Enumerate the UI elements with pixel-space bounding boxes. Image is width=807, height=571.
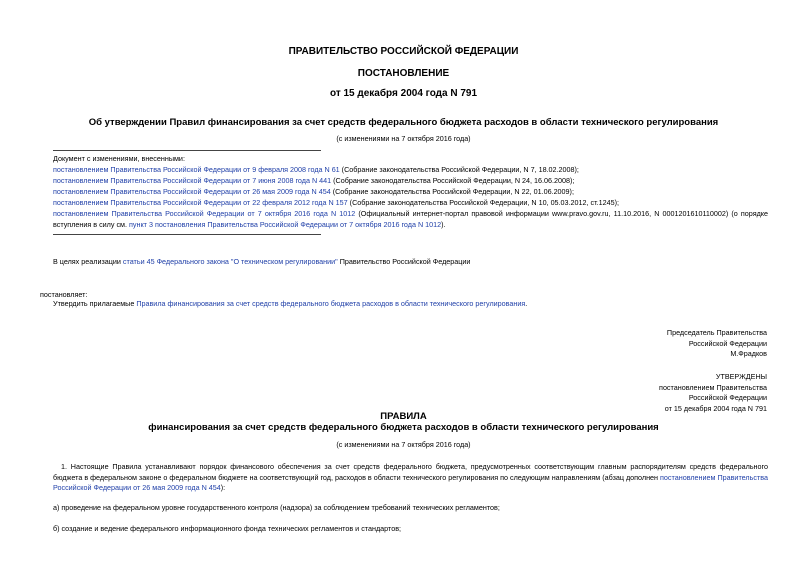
approved-label: УТВЕРЖДЕНЫ [715,372,767,381]
rules-link[interactable]: Правила финансирования за счет средств федерального бюджета расходов в области технического регулирования [136,299,526,308]
change-link[interactable]: постановлением Правительства Российской Федерации от 7 октября 2016 года N 1012 [53,209,356,218]
entry-into-force-link[interactable]: пункт 3 постановления Правительства Российской Федерации от 7 октября 2016 года N 1012 [129,219,442,229]
revision-note: (с изменениями на 7 октября 2016 года) [336,134,471,143]
change-link[interactable]: постановлением Правительства Российской Федерации от 7 июня 2008 года N 441 [53,176,332,185]
rules-paragraph-1 [53,462,768,494]
document-title: Об утверждении Правил финансирования за счет средств федерального бюджета расходов в области технического регулирования [88,117,719,128]
change-source: (Собрание законодательства Российской Федерации, N 24, 16.06.2008); [331,176,575,185]
change-item [53,176,773,187]
approved-date: от 15 декабря 2004 года N 791 [664,403,767,413]
change-link[interactable]: постановлением Правительства Российской Федерации от 26 мая 2009 года N 454 [53,187,331,196]
approve-end: . [525,299,528,308]
change-item-last [53,209,768,230]
bottom-divider [53,234,321,235]
change-end: ). [441,219,446,229]
change-link[interactable]: постановлением Правительства Российской Федерации от 9 февраля 2008 года N 61 [53,165,340,174]
changes-intro: Документ с изменениями, внесенными: [53,154,185,163]
change-link[interactable]: постановлением Правительства Российской Федерации от 22 февраля 2012 года N 157 [53,198,348,207]
change-source: (Собрание законодательства Российской Федерации, N 10, 05.03.2012, ст.1245); [347,198,619,207]
change-item [53,165,773,176]
rules-heading: ПРАВИЛА [380,411,427,422]
change-item [53,198,773,209]
signature-block [517,328,767,360]
approve-paragraph [53,299,768,310]
law-article-link[interactable]: статьи 45 Федерального закона "О техническом регулировании" [122,257,338,266]
signature-name: М.Фрадков [730,349,767,358]
rules-item-a: а) проведение на федеральном уровне государственного контроля (надзора) за соблюдением требований технических регламентов; [53,503,500,512]
preamble [53,257,768,268]
change-source: (Собрание законодательства Российской Федерации, N 7, 18.02.2008); [339,165,579,174]
government-heading: ПРАВИТЕЛЬСТВО РОССИЙСКОЙ ФЕДЕРАЦИИ [288,46,519,57]
decree-word: постановляет: [40,290,88,299]
p1-amendment-link[interactable]: постановлением Правительства Российской Федерации от 26 мая 2009 года N 454 [53,472,768,492]
change-source: (Собрание законодательства Российской Федерации, N 22, 01.06.2009); [330,187,574,196]
rules-item-b: б) создание и ведение федерального информационного фонда технических регламентов и стандартов; [53,524,402,533]
rules-subheading: финансирования за счет средств федерального бюджета расходов в области технического регулирования [148,422,659,433]
signature-country: Российской Федерации [688,338,767,348]
approved-block [517,372,767,414]
p1-end: ): [220,483,226,492]
date-number-heading: от 15 декабря 2004 года N 791 [329,88,478,99]
preamble-after: Правительство Российской Федерации [337,257,471,266]
signature-position: Председатель Правительства [666,328,767,337]
top-divider [53,150,321,151]
approved-by: постановлением Правительства [659,382,767,392]
change-source: (Официальный интернет-портал правовой информации www.pravo.gov.ru, 11.10.2016, N 0001201610110002) (о порядке вступления в силу см. [53,209,769,229]
rules-revision-note: (с изменениями на 7 октября 2016 года) [336,440,471,449]
p1-text: 1. Настоящие Правила устанавливают порядок финансового обеспечения за счет средств федерального бюджета, предусмотренных соответствующим главным распорядителям средств федерального бюджета в федеральном законе о федеральном бюджете на соответствующий год, расходов в области технического регулирования по следующим направлениям (абзац дополнен [53,462,768,482]
change-item [53,187,773,198]
approve-before: Утвердить прилагаемые [53,299,137,308]
doc-type-heading: ПОСТАНОВЛЕНИЕ [357,68,450,79]
approved-country: Российской Федерации [688,393,767,402]
preamble-before: В целях реализации [53,257,123,266]
